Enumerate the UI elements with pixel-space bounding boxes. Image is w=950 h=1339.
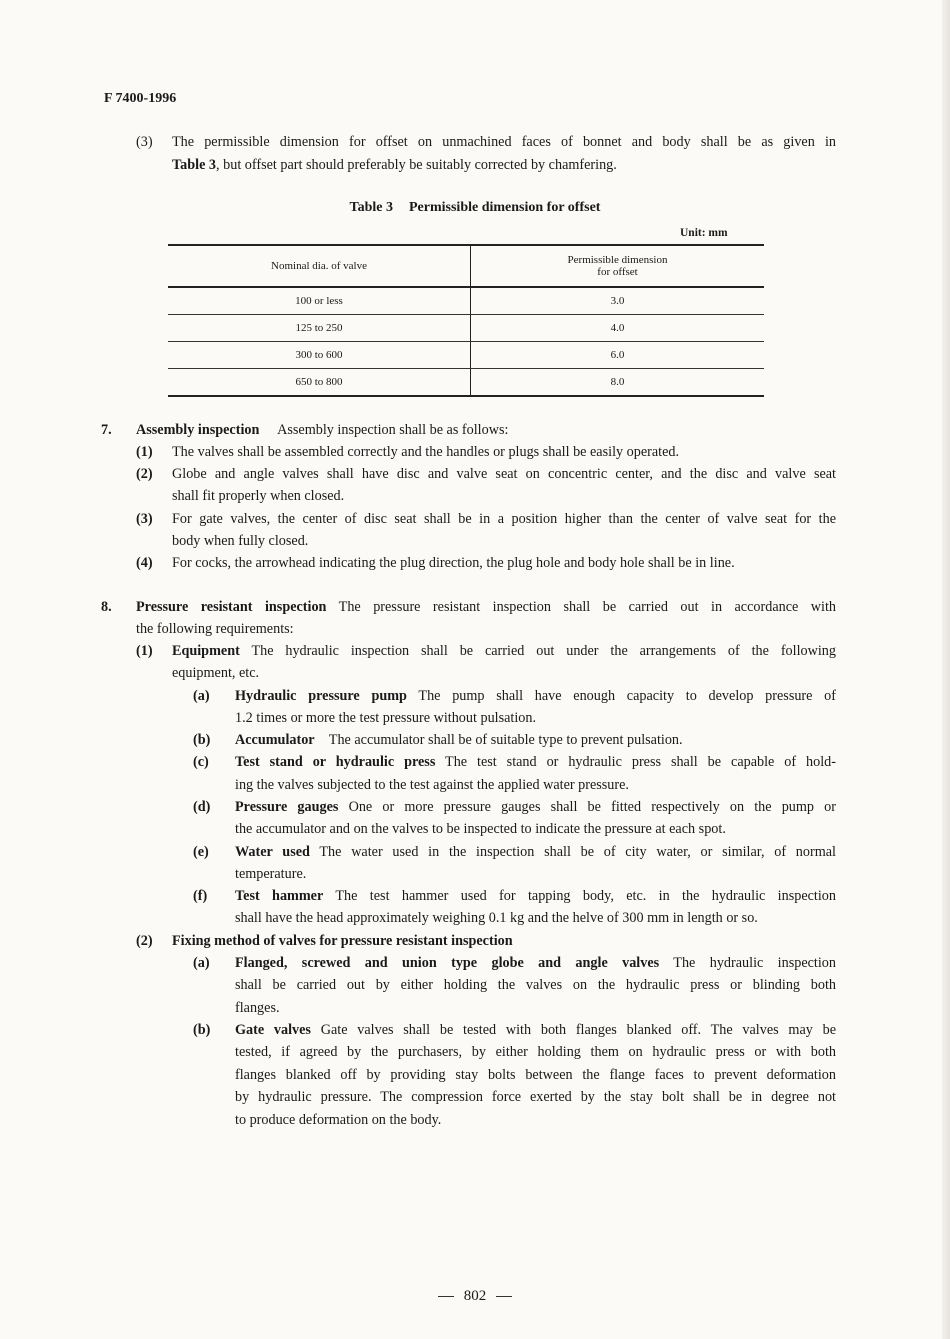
item-number: (3)	[136, 134, 153, 150]
subitem-line: ing the valves subjected to the test against the applied water pressure.	[235, 777, 629, 793]
subitem-line: shall have the head approximately weighing 0.1 kg and the helve of 300 mm in length or so.	[235, 910, 758, 926]
section-7-heading	[136, 419, 508, 442]
cell-offset: 8.0	[471, 369, 765, 397]
item-line: Globe and angle valves shall have disc and valve seat on concentric center, and the disc and valve seat	[172, 466, 836, 482]
column-header-offset	[471, 245, 765, 287]
subitem-line: 1.2 times or more the test pressure without pulsation.	[235, 710, 537, 726]
subitem-title: Test stand or hydraulic press	[235, 754, 436, 770]
item-line: For cocks, the arrowhead indicating the plug direction, the plug hole and body hole shall be in line.	[172, 555, 735, 571]
item-number: (1)	[136, 643, 153, 659]
subitem-line	[235, 685, 836, 708]
item-number: (3)	[136, 511, 153, 527]
cell-dia: 300 to 600	[168, 342, 471, 369]
subitem-text: One or more pressure gauges shall be fitted respectively on the pump or	[348, 799, 836, 815]
subitem-number: (a)	[193, 688, 210, 704]
table-header-row	[168, 245, 764, 287]
subitem-line: to produce deformation on the body.	[235, 1112, 442, 1128]
subitem-line: tested, if agreed by the purchasers, by either holding them on hydraulic press or with both	[235, 1044, 836, 1060]
section-title: Assembly inspection	[136, 422, 260, 438]
section-intro-line-2: the following requirements:	[136, 621, 294, 637]
column-header-offset-line1: Permissible dimension	[567, 254, 668, 266]
item-number: (2)	[136, 933, 153, 949]
page-footer	[0, 1288, 950, 1305]
subitem-number: (b)	[193, 732, 211, 748]
subitem-number: (f)	[193, 888, 208, 904]
subitem-line: flanges.	[235, 1000, 280, 1016]
item-line: For gate valves, the center of disc seat shall be in a position higher than the center of valve seat for the	[172, 511, 836, 527]
offset-table	[168, 244, 764, 397]
subitem-text: The pump shall have enough capacity to develop pressure of	[418, 688, 836, 704]
item-title: Fixing method of valves for pressure resistant inspection	[172, 933, 513, 949]
subitem-text: The test stand or hydraulic press shall be capable of hold-	[445, 754, 836, 770]
column-header-nominal-dia: Nominal dia. of valve	[168, 245, 471, 287]
table-row	[168, 287, 764, 315]
cell-offset: 4.0	[471, 315, 765, 342]
footer-dash-left	[438, 1296, 454, 1297]
subitem-line	[235, 885, 836, 908]
table-reference: Table 3	[172, 157, 217, 173]
subitem-number: (b)	[193, 1022, 211, 1038]
subitem-line: shall be carried out by either holding the valves on the hydraulic press or blinding both	[235, 977, 836, 993]
table-row	[168, 342, 764, 369]
subitem-number: (e)	[193, 844, 209, 860]
table-title: Permissible dimension for offset	[409, 200, 601, 215]
subitem-line: flanges blanked off by providing stay bolts between the flange faces to prevent deformation	[235, 1067, 836, 1083]
table-unit: Unit: mm	[680, 227, 728, 239]
table-row	[168, 315, 764, 342]
subitem-number: (d)	[193, 799, 211, 815]
document-code: F 7400-1996	[104, 91, 177, 106]
page-number: 802	[463, 1288, 487, 1304]
subitem-line: temperature.	[235, 866, 307, 882]
section-8-heading	[136, 596, 836, 619]
item-line: The valves shall be assembled correctly and the handles or plugs shall be easily operated.	[172, 444, 680, 460]
subitem-line	[235, 841, 836, 864]
section-intro: Assembly inspection shall be as follows:	[277, 422, 509, 438]
item-3-line-2-text: , but offset part should preferably be suitably corrected by chamfering.	[216, 157, 617, 173]
subitem-text: The hydraulic inspection	[673, 955, 836, 971]
column-header-offset-line2: for offset	[597, 266, 638, 278]
subitem-number: (a)	[193, 955, 210, 971]
subitem-line	[235, 751, 836, 774]
subitem-line	[235, 729, 683, 752]
cell-dia: 100 or less	[168, 287, 471, 315]
subitem-text: The water used in the inspection shall be of city water, or similar, of normal	[319, 844, 836, 860]
cell-dia: 650 to 800	[168, 369, 471, 397]
subitem-title: Accumulator	[235, 732, 315, 748]
subitem-title: Test hammer	[235, 888, 324, 904]
equipment-heading	[172, 640, 836, 663]
subitem-title: Gate valves	[235, 1022, 311, 1038]
item-3-line-2	[172, 154, 617, 177]
item-line: body when fully closed.	[172, 533, 309, 549]
section-number: 8.	[101, 599, 112, 615]
subitem-title: Flanged, screwed and union type globe and angle valves	[235, 955, 660, 971]
section-title: Pressure resistant inspection	[136, 599, 327, 615]
cell-offset: 3.0	[471, 287, 765, 315]
subitem-line	[235, 1019, 836, 1042]
table-label: Table 3	[349, 200, 393, 215]
cell-offset: 6.0	[471, 342, 765, 369]
subitem-title: Water used	[235, 844, 310, 860]
subitem-title: Pressure gauges	[235, 799, 339, 815]
subitem-text: The test hammer used for tapping body, etc. in the hydraulic inspection	[335, 888, 836, 904]
item-3-line-1: The permissible dimension for offset on unmachined faces of bonnet and body shall be as given in	[172, 134, 836, 150]
table-caption	[0, 200, 950, 216]
subitem-line	[235, 796, 836, 819]
item-title: Equipment	[172, 643, 240, 659]
section-number: 7.	[101, 422, 112, 438]
item-line: equipment, etc.	[172, 665, 260, 681]
subitem-number: (c)	[193, 754, 209, 770]
item-number: (4)	[136, 555, 153, 571]
subitem-text: Gate valves shall be tested with both flanges blanked off. The valves may be	[320, 1022, 837, 1038]
item-line: shall fit properly when closed.	[172, 488, 345, 504]
item-text: The hydraulic inspection shall be carried out under the arrangements of the following	[251, 643, 836, 659]
subitem-line	[235, 952, 836, 975]
item-number: (2)	[136, 466, 153, 482]
table-row	[168, 369, 764, 397]
subitem-line: the accumulator and on the valves to be inspected to indicate the pressure at each spot.	[235, 821, 726, 837]
footer-dash-right	[496, 1296, 512, 1297]
cell-dia: 125 to 250	[168, 315, 471, 342]
section-intro: The pressure resistant inspection shall be carried out in accordance with	[338, 599, 836, 615]
subitem-line: by hydraulic pressure. The compression force exerted by the stay bolt shall be in degree not	[235, 1089, 836, 1105]
item-number: (1)	[136, 444, 153, 460]
subitem-text: The accumulator shall be of suitable type to prevent pulsation.	[328, 732, 683, 748]
subitem-title: Hydraulic pressure pump	[235, 688, 407, 704]
